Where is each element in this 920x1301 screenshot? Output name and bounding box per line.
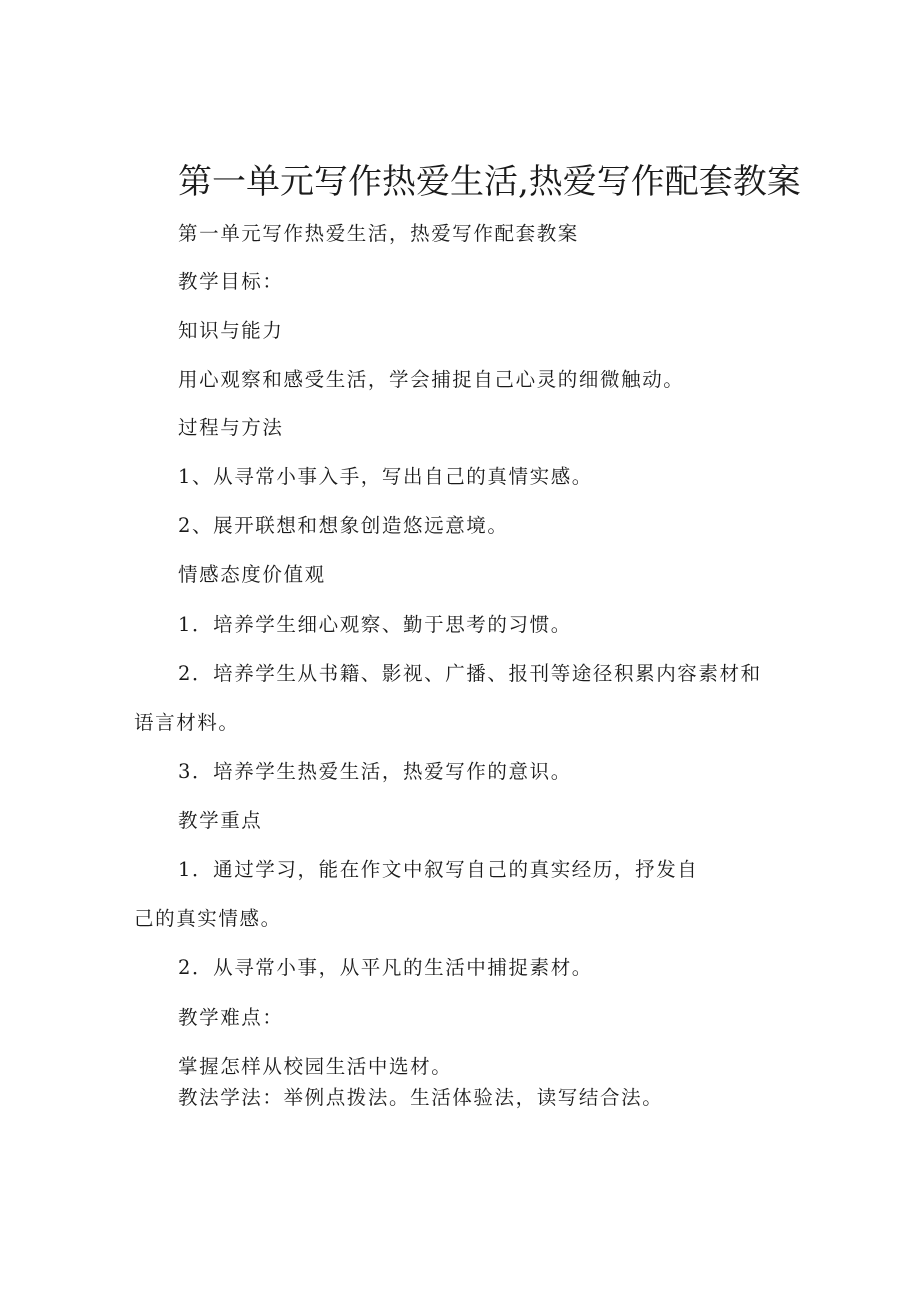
paragraph-line: 用心观察和感受生活，学会捕捉自己心灵的细微触动。 [178, 368, 685, 391]
list-item-continuation: 己的真实情感。 [134, 907, 282, 930]
list-item: 3．培养学生热爱生活，热爱写作的意识。 [178, 760, 572, 783]
list-item: 1、从寻常小事入手，写出自己的真情实感。 [178, 465, 593, 488]
heading-knowledge-ability: 知识与能力 [178, 319, 284, 342]
document-title: 第一单元写作热爱生活,热爱写作配套教案 [178, 162, 801, 202]
list-item: 1．培养学生细心观察、勤于思考的习惯。 [178, 613, 572, 636]
list-item-continuation: 语言材料。 [134, 711, 240, 734]
list-item: 2．培养学生从书籍、影视、广播、报刊等途径积累内容素材和 [178, 662, 762, 685]
heading-teaching-goals: 教学目标： [178, 270, 284, 293]
heading-emotion-values: 情感态度价值观 [178, 563, 326, 586]
subtitle-line: 第一单元写作热爱生活，热爱写作配套教案 [178, 222, 579, 245]
heading-process-method: 过程与方法 [178, 416, 284, 439]
paragraph-line: 掌握怎样从校园生活中选材。 [178, 1055, 453, 1078]
paragraph-line: 教法学法：举例点拨法。生活体验法，读写结合法。 [178, 1086, 664, 1109]
list-item: 2．从寻常小事，从平凡的生活中捕捉素材。 [178, 956, 593, 979]
heading-teaching-focus: 教学重点 [178, 809, 263, 832]
heading-teaching-difficulty: 教学难点： [178, 1006, 284, 1029]
list-item: 2、展开联想和想象创造悠远意境。 [178, 514, 509, 537]
list-item: 1．通过学习，能在作文中叙写自己的真实经历，抒发自 [178, 858, 699, 881]
